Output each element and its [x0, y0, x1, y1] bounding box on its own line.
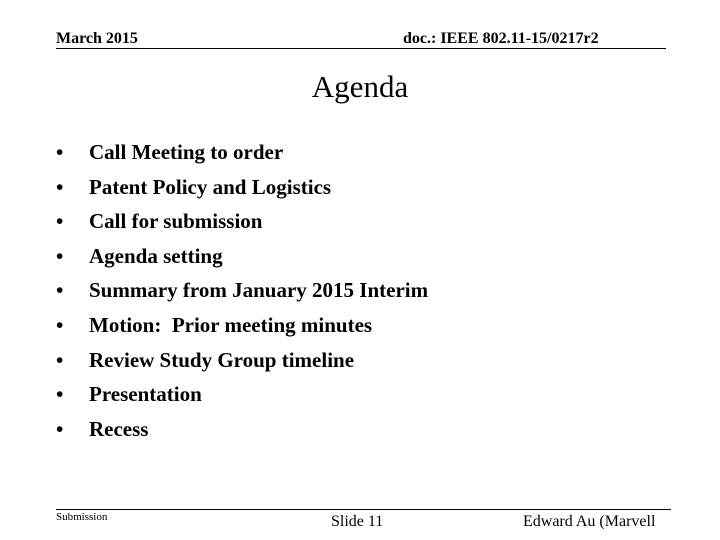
bullet-icon: • [56, 243, 64, 268]
bullet-icon: • [56, 140, 64, 164]
agenda-item-text: Recess [89, 416, 149, 441]
header-doc-id: doc.: IEEE 802.11-15/0217r2 [403, 30, 599, 47]
bullet-icon: • [56, 312, 64, 337]
bullet-icon: • [56, 416, 64, 441]
agenda-item-text: Summary from January 2015 Interim [89, 278, 429, 303]
header-date: March 2015 [56, 30, 138, 47]
header-divider [56, 48, 666, 49]
agenda-item-text: Presentation [89, 382, 202, 407]
agenda-item-text: Review Study Group timeline [89, 347, 355, 372]
footer-author: Edward Au (Marvell [523, 513, 656, 530]
bullet-icon: • [56, 174, 64, 199]
agenda-item-text: Patent Policy and Logistics [89, 174, 332, 199]
bullet-icon: • [56, 382, 64, 407]
agenda-item-text: Call Meeting to order [89, 140, 284, 164]
bullet-icon: • [56, 209, 64, 234]
footer-submission: Submission [56, 511, 108, 523]
agenda-item-text: Motion: Prior meeting minutes [89, 312, 373, 337]
agenda-item-text: Agenda setting [89, 243, 223, 268]
footer-divider [56, 509, 671, 510]
bullet-icon: • [56, 347, 64, 372]
footer-slide-number: Slide 11 [331, 513, 384, 530]
slide-title: Agenda [311, 69, 409, 104]
agenda-item-text: Call for submission [89, 209, 263, 234]
bullet-icon: • [56, 278, 64, 303]
